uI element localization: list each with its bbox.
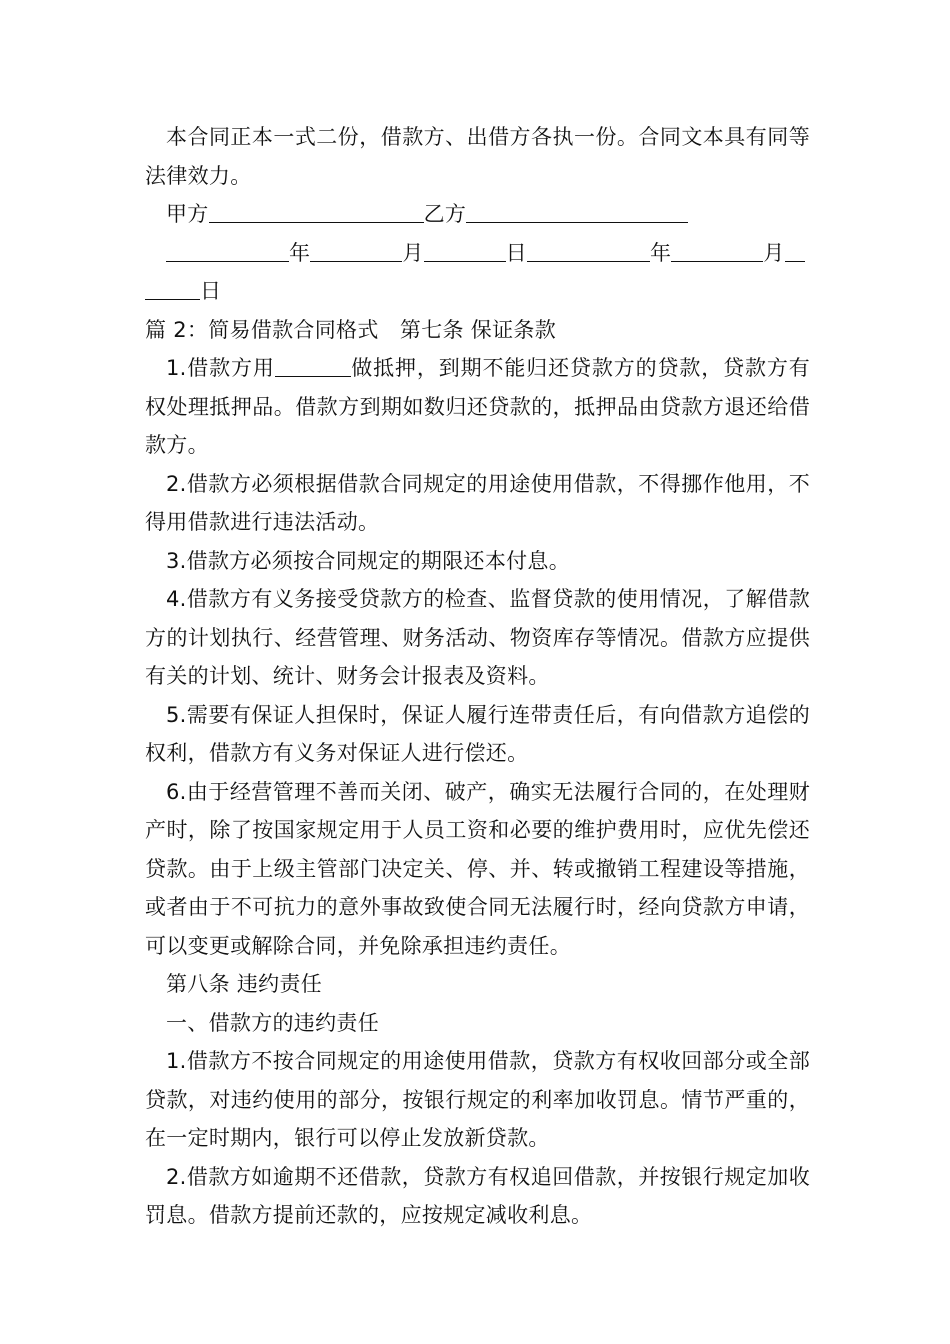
year-label-a: 年 [289, 240, 311, 265]
party-a-blank [209, 198, 424, 223]
day-blank-b-part1 [785, 237, 805, 262]
month-blank-a [310, 237, 402, 262]
item1-text-b: 做抵押，到期不能归还贷款方的贷款，贷款方有权处理抵押品。借款方到期如数归还贷款的，抵押品由贷款方退还给借款方。 [145, 356, 810, 457]
month-blank-b [671, 237, 763, 262]
liability-item1: 1.借款方不按合同规定的用途使用借款，贷款方有权收回部分或全部贷款，对违约使用的部分，按银行规定的利率加收罚息。情节严重的，在一定时期内，银行可以停止发放新贷款。 [145, 1049, 810, 1150]
party-a-label: 甲方 [166, 202, 209, 226]
party-b-blank [466, 198, 688, 223]
day-label-a: 日 [505, 240, 527, 265]
day-label-b: 日 [200, 279, 222, 303]
year-label-b: 年 [649, 240, 672, 265]
party-b-label: 乙方 [423, 202, 467, 226]
day-blank-b-part2 [145, 275, 200, 300]
borrower-liability-heading: 一、借款方的违约责任 [166, 1010, 379, 1035]
month-label-b: 月 [763, 240, 785, 265]
collateral-blank [275, 352, 351, 377]
section-heading: 篇 2：简易借款合同格式 第七条 保证条款 [145, 317, 557, 342]
month-label-a: 月 [402, 240, 424, 265]
document-body [145, 118, 810, 1235]
paragraph-copies: 本合同正本一式二份，借款方、出借方各执一份。合同文本具有同等法律效力。 [145, 125, 810, 188]
article7-item6: 6.由于经营管理不善而关闭、破产，确实无法履行合同的，在处理财产时，除了按国家规定用于人员工资和必要的维护费用时，应优先偿还贷款。由于上级主管部门决定关、停、并、转或撤销工程建设等措施，或者由于不可抗力的意外事故致使合同无法履行时，经向贷款方申请，可以变更或解除合同，并免除承担违约责任。 [145, 779, 810, 958]
date-line [145, 234, 810, 311]
article7-item4: 4.借款方有义务接受贷款方的检查、监督贷款的使用情况，了解借款方的计划执行、经营管理、财务活动、物资库存等情况。借款方应提供有关的计划、统计、财务会计报表及资料。 [145, 587, 810, 688]
liability-item2: 2.借款方如逾期不还借款，贷款方有权追回借款，并按银行规定加收罚息。借款方提前还款的，应按规定减收利息。 [145, 1164, 810, 1227]
item1-text-a: 1.借款方用 [166, 356, 275, 380]
year-blank-a [166, 237, 289, 262]
article7-item3: 3.借款方必须按合同规定的期限还本付息。 [166, 548, 571, 573]
day-blank-a [424, 237, 506, 262]
year-blank-b [527, 237, 650, 262]
article7-item2: 2.借款方必须根据借款合同规定的用途使用借款，不得挪作他用，不得用借款进行违法活动。 [145, 471, 810, 534]
article8-heading: 第八条 违约责任 [166, 972, 323, 996]
article7-item5: 5.需要有保证人担保时，保证人履行连带责任后，有向借款方追偿的权利，借款方有义务对保证人进行偿还。 [145, 702, 810, 765]
article7-item1 [145, 349, 810, 465]
signature-line [145, 195, 810, 234]
